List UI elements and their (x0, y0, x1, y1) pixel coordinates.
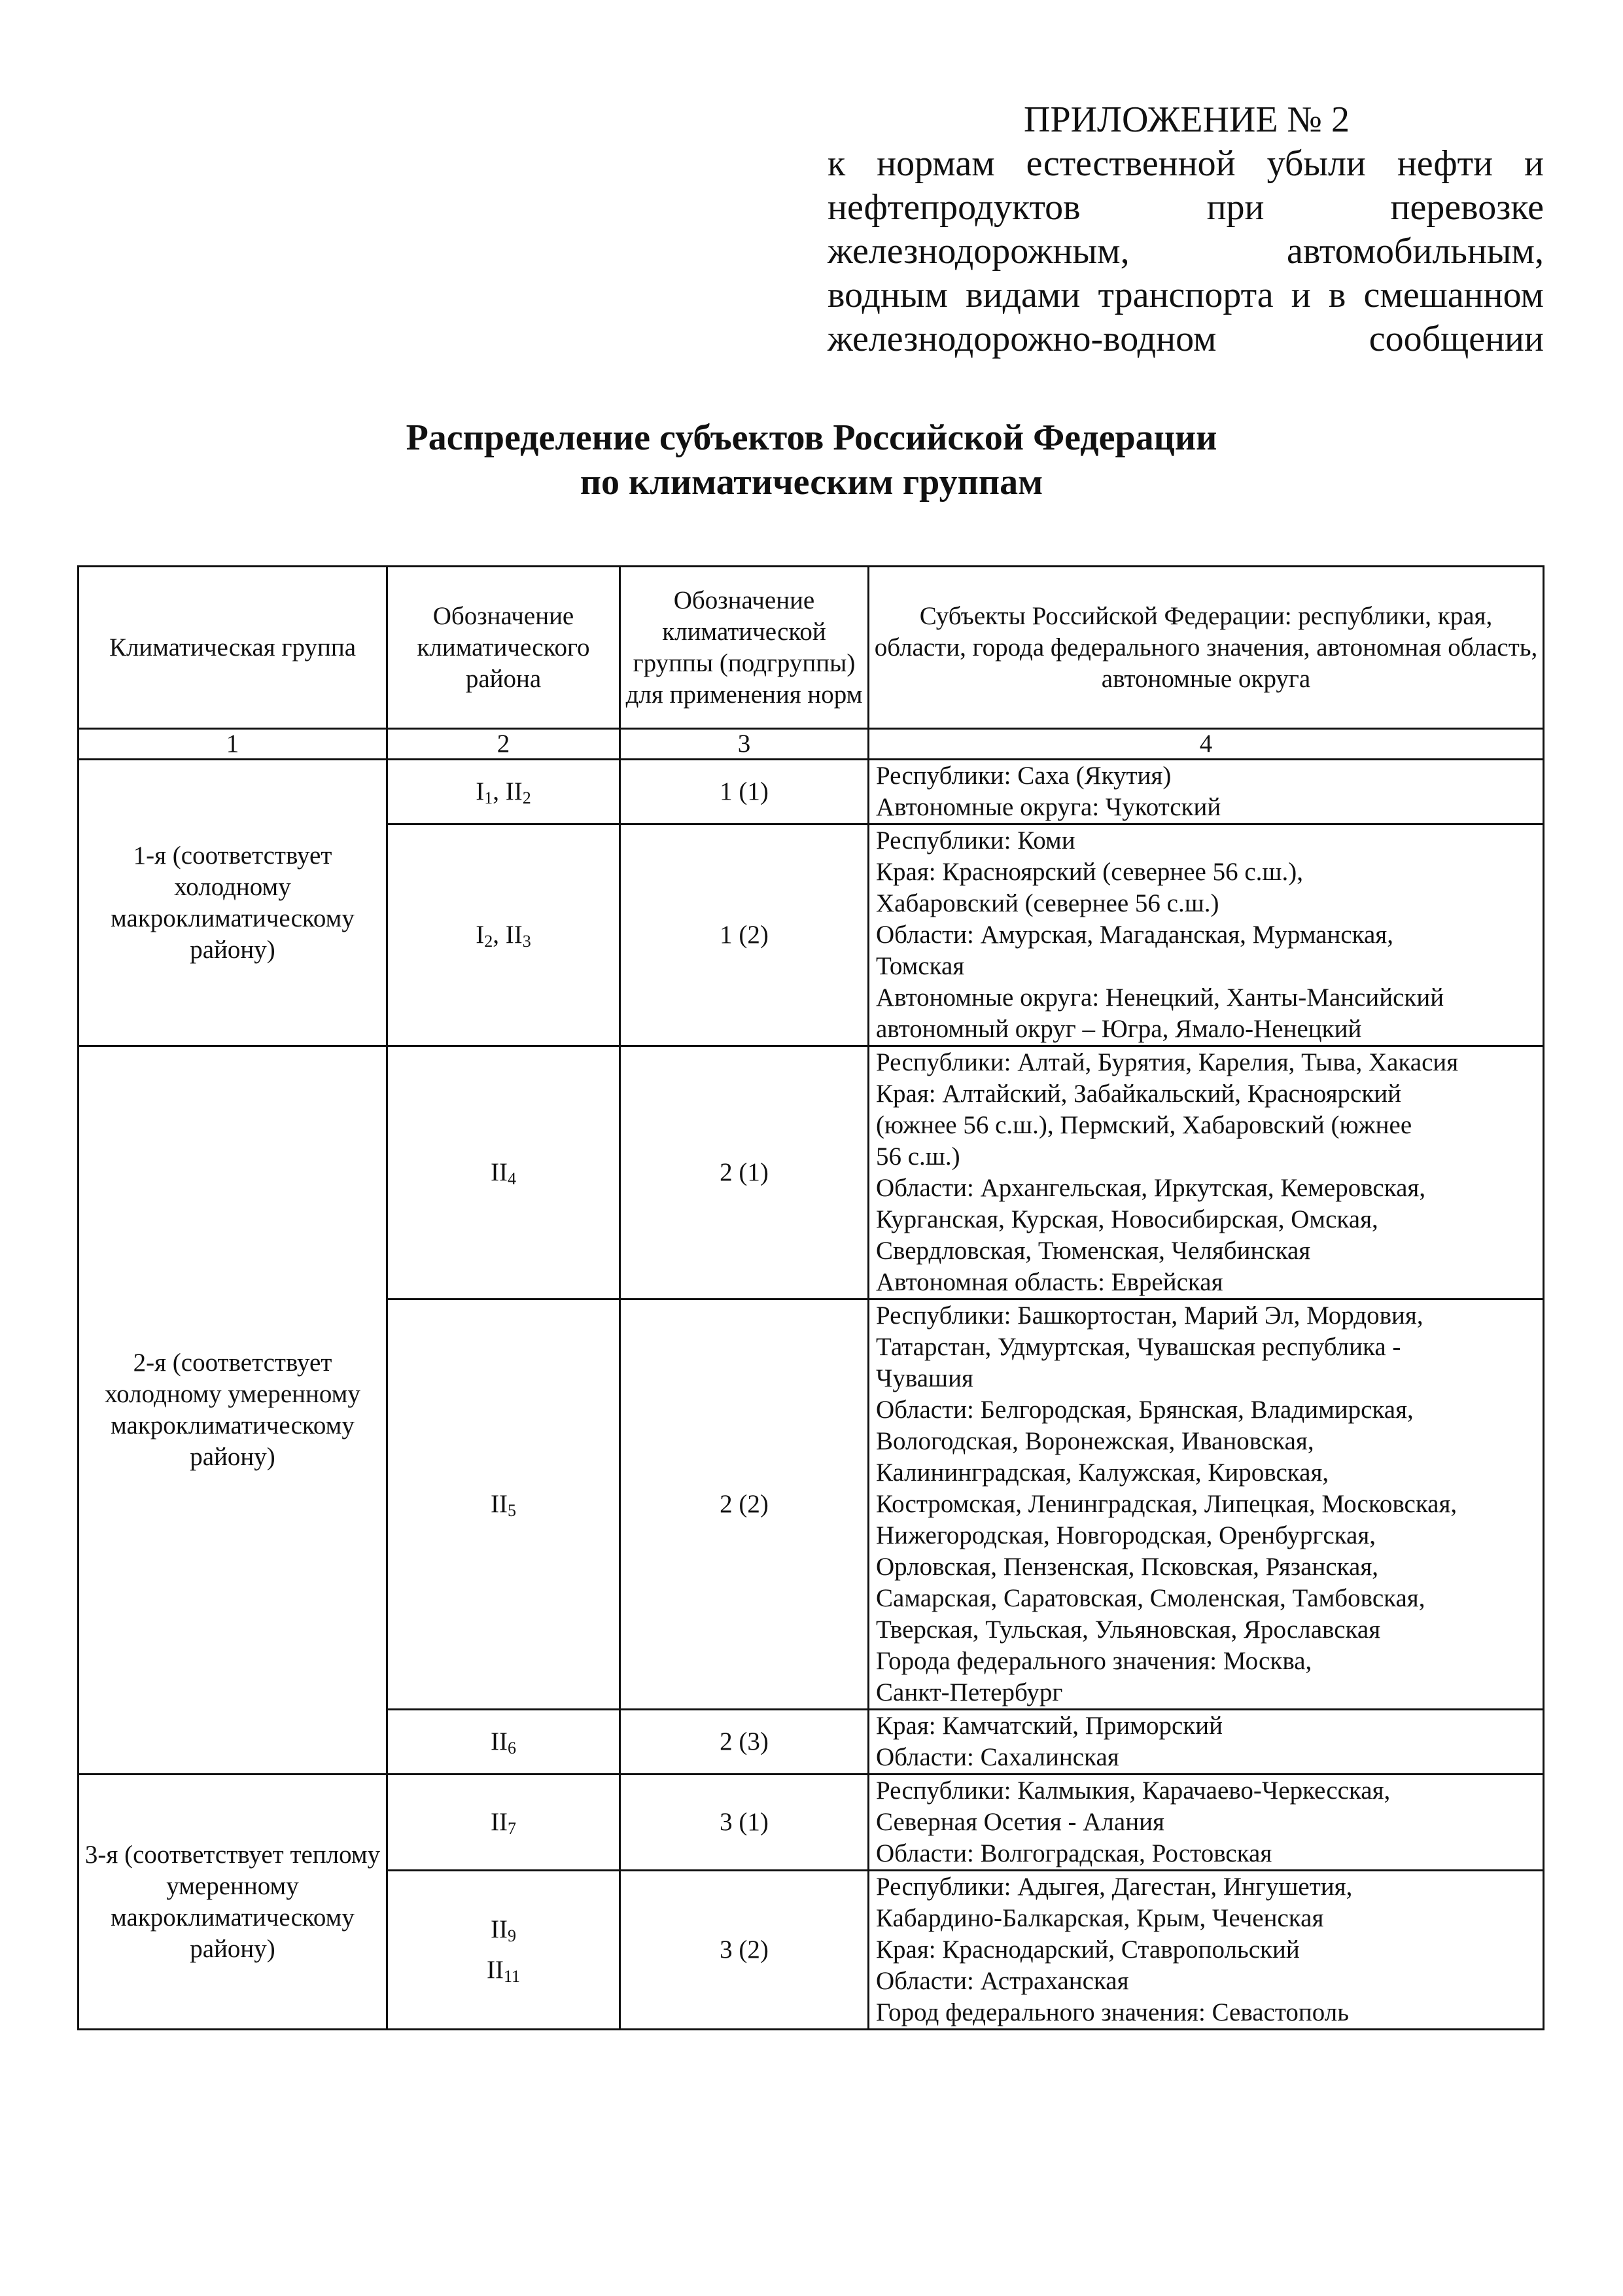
header-cell: Обозначение климатической группы (подгруппы) для применения норм (620, 567, 869, 729)
document-heading (0, 415, 1623, 504)
subjects-cell (869, 1710, 1544, 1775)
district-index: 1 (484, 788, 493, 807)
district-text: I (476, 777, 485, 805)
district-designation (392, 1954, 615, 1986)
district-index: 2 (522, 788, 531, 807)
subject-line: Республики: Калмыкия, Карачаево-Черкесская, (876, 1776, 1391, 1805)
subject-line: (южнее 56 с.ш.), Пермский, Хабаровский (южнее (876, 1111, 1412, 1139)
district-cell (387, 1710, 620, 1775)
district-text: II (491, 1915, 508, 1943)
table-body (79, 760, 1544, 2030)
district-text: II (486, 1956, 504, 1984)
heading-line: по климатическим группам (580, 462, 1043, 503)
subject-line: 56 с.ш.) (876, 1142, 960, 1171)
subject-line: Республики: Саха (Якутия) (876, 762, 1172, 790)
district-index: 5 (507, 1501, 516, 1520)
group-code-cell: 2 (1) (620, 1046, 869, 1299)
subject-line: Чувашия (876, 1364, 973, 1392)
subject-line: Республики: Алтай, Бурятия, Карелия, Тыва, Хакасия (876, 1048, 1459, 1076)
subject-line: Кабардино-Балкарская, Крым, Чеченская (876, 1904, 1324, 1932)
subject-line: Города федерального значения: Москва, (876, 1647, 1312, 1675)
appendix-note-line: нефтепродуктов при перевозке (828, 187, 1544, 228)
district-cell (387, 760, 620, 824)
appendix-note-line: водным видами транспорта и в смешанном (828, 275, 1544, 315)
district-designation (392, 1726, 615, 1757)
district-index: 2 (484, 932, 493, 951)
appendix-note-line: железнодорожным, автомобильным, (828, 231, 1544, 272)
group-code-cell: 3 (2) (620, 1871, 869, 2030)
subject-line: Татарстан, Удмуртская, Чувашская республика - (876, 1333, 1401, 1361)
subject-line: Республики: Коми (876, 826, 1075, 855)
heading-line: Распределение субъектов Российской Федерации (406, 417, 1217, 458)
district-index: 3 (522, 932, 531, 951)
table-row (79, 760, 1544, 824)
subject-line: Края: Камчатский, Приморский (876, 1712, 1223, 1740)
district-index: 4 (507, 1169, 516, 1188)
district-text: II (491, 1808, 508, 1836)
district-cell (387, 1046, 620, 1299)
subjects-cell (869, 1299, 1544, 1710)
table-row (79, 1046, 1544, 1299)
subject-line: Курганская, Курская, Новосибирская, Омская, (876, 1205, 1378, 1233)
district-index: 6 (507, 1739, 516, 1757)
subject-line: Город федерального значения: Севастополь (876, 1998, 1350, 2026)
subject-line: Области: Архангельская, Иркутская, Кемеровская, (876, 1174, 1426, 1202)
subject-line: Республики: Адыгея, Дагестан, Ингушетия, (876, 1873, 1353, 1901)
district-cell (387, 1775, 620, 1871)
subject-line: Автономные округа: Ненецкий, Ханты-Мансийский (876, 983, 1444, 1012)
appendix-note-line: железнодорожно-водном сообщении (828, 319, 1544, 359)
climate-group-cell: 1-я (соответствует холодному макроклиматическому району) (79, 760, 387, 1046)
district-designation (392, 1157, 615, 1188)
header-cell: Субъекты Российской Федерации: республики, края, области, города федерального значения, автономная область, автономные округа (869, 567, 1544, 729)
subject-line: Автономные округа: Чукотский (876, 793, 1221, 821)
district-cell (387, 1299, 620, 1710)
climate-group-cell: 3-я (соответствует теплому умеренному макроклиматическому району) (79, 1775, 387, 2030)
subjects-cell (869, 760, 1544, 824)
group-code-cell: 1 (1) (620, 760, 869, 824)
column-number: 3 (620, 729, 869, 760)
appendix-block (828, 98, 1544, 361)
appendix-note-line: к нормам естественной убыли нефти и (828, 143, 1544, 184)
subject-line: автономный округ – Югра, Ямало-Ненецкий (876, 1015, 1362, 1043)
subject-line: Санкт-Петербург (876, 1678, 1063, 1706)
district-designation (392, 776, 615, 807)
column-number-row (79, 729, 1544, 760)
subject-line: Самарская, Саратовская, Смоленская, Тамбовская, (876, 1584, 1425, 1612)
subject-line: Калининградская, Калужская, Кировская, (876, 1458, 1329, 1487)
subject-line: Томская (876, 952, 965, 980)
subject-line: Тверская, Тульская, Ульяновская, Ярославская (876, 1616, 1381, 1644)
district-text: II (491, 1158, 508, 1186)
district-cell (387, 824, 620, 1046)
subject-line: Края: Краснодарский, Ставропольский (876, 1935, 1300, 1964)
district-designation (392, 919, 615, 951)
subject-line: Северная Осетия - Алания (876, 1808, 1164, 1836)
subject-line: Орловская, Пензенская, Псковская, Рязанская, (876, 1553, 1379, 1581)
district-index: 11 (503, 1967, 521, 1986)
subject-line: Автономная область: Еврейская (876, 1268, 1223, 1296)
district-designation (392, 1914, 615, 1945)
header-cell: Обозначение климатического района (387, 567, 620, 729)
column-number: 2 (387, 729, 620, 760)
district-text: I (476, 921, 485, 949)
group-code-cell: 2 (2) (620, 1299, 869, 1710)
appendix-title: ПРИЛОЖЕНИЕ № 2 (1024, 99, 1350, 140)
subject-line: Края: Красноярский (севернее 56 с.ш.), (876, 858, 1303, 886)
subjects-cell (869, 1775, 1544, 1871)
subject-line: Области: Белгородская, Брянская, Владимирская, (876, 1396, 1414, 1424)
table-header-row (79, 567, 1544, 729)
subject-line: Области: Астраханская (876, 1967, 1129, 1995)
subject-line: Вологодская, Воронежская, Ивановская, (876, 1427, 1314, 1455)
district-text: II (491, 1727, 508, 1756)
climate-groups-table (77, 565, 1544, 2030)
district-designation (392, 1807, 615, 1838)
district-index: 7 (507, 1819, 516, 1838)
column-number: 1 (79, 729, 387, 760)
header-cell: Климатическая группа (79, 567, 387, 729)
subjects-cell (869, 1046, 1544, 1299)
climate-group-cell: 2-я (соответствует холодному умеренному макроклиматическому району) (79, 1046, 387, 1775)
subjects-cell (869, 824, 1544, 1046)
group-code-cell: 3 (1) (620, 1775, 869, 1871)
subject-line: Республики: Башкортостан, Марий Эл, Мордовия, (876, 1301, 1423, 1330)
district-designation (392, 1489, 615, 1520)
subject-line: Хабаровский (севернее 56 с.ш.) (876, 889, 1219, 917)
district-text: , II (493, 777, 523, 805)
subject-line: Края: Алтайский, Забайкальский, Красноярский (876, 1080, 1402, 1108)
group-code-cell: 2 (3) (620, 1710, 869, 1775)
district-cell (387, 1871, 620, 2030)
subject-line: Области: Волгоградская, Ростовская (876, 1839, 1272, 1867)
district-text: , II (493, 921, 523, 949)
district-text: II (491, 1490, 508, 1518)
subject-line: Области: Сахалинская (876, 1743, 1119, 1771)
column-number: 4 (869, 729, 1544, 760)
subject-line: Костромская, Ленинградская, Липецкая, Московская, (876, 1490, 1457, 1518)
table-row (79, 1775, 1544, 1871)
subjects-cell (869, 1871, 1544, 2030)
subject-line: Нижегородская, Новгородская, Оренбургская, (876, 1521, 1376, 1549)
subject-line: Свердловская, Тюменская, Челябинская (876, 1237, 1311, 1265)
subject-line: Области: Амурская, Магаданская, Мурманская, (876, 921, 1393, 949)
group-code-cell: 1 (2) (620, 824, 869, 1046)
district-index: 9 (507, 1926, 516, 1945)
